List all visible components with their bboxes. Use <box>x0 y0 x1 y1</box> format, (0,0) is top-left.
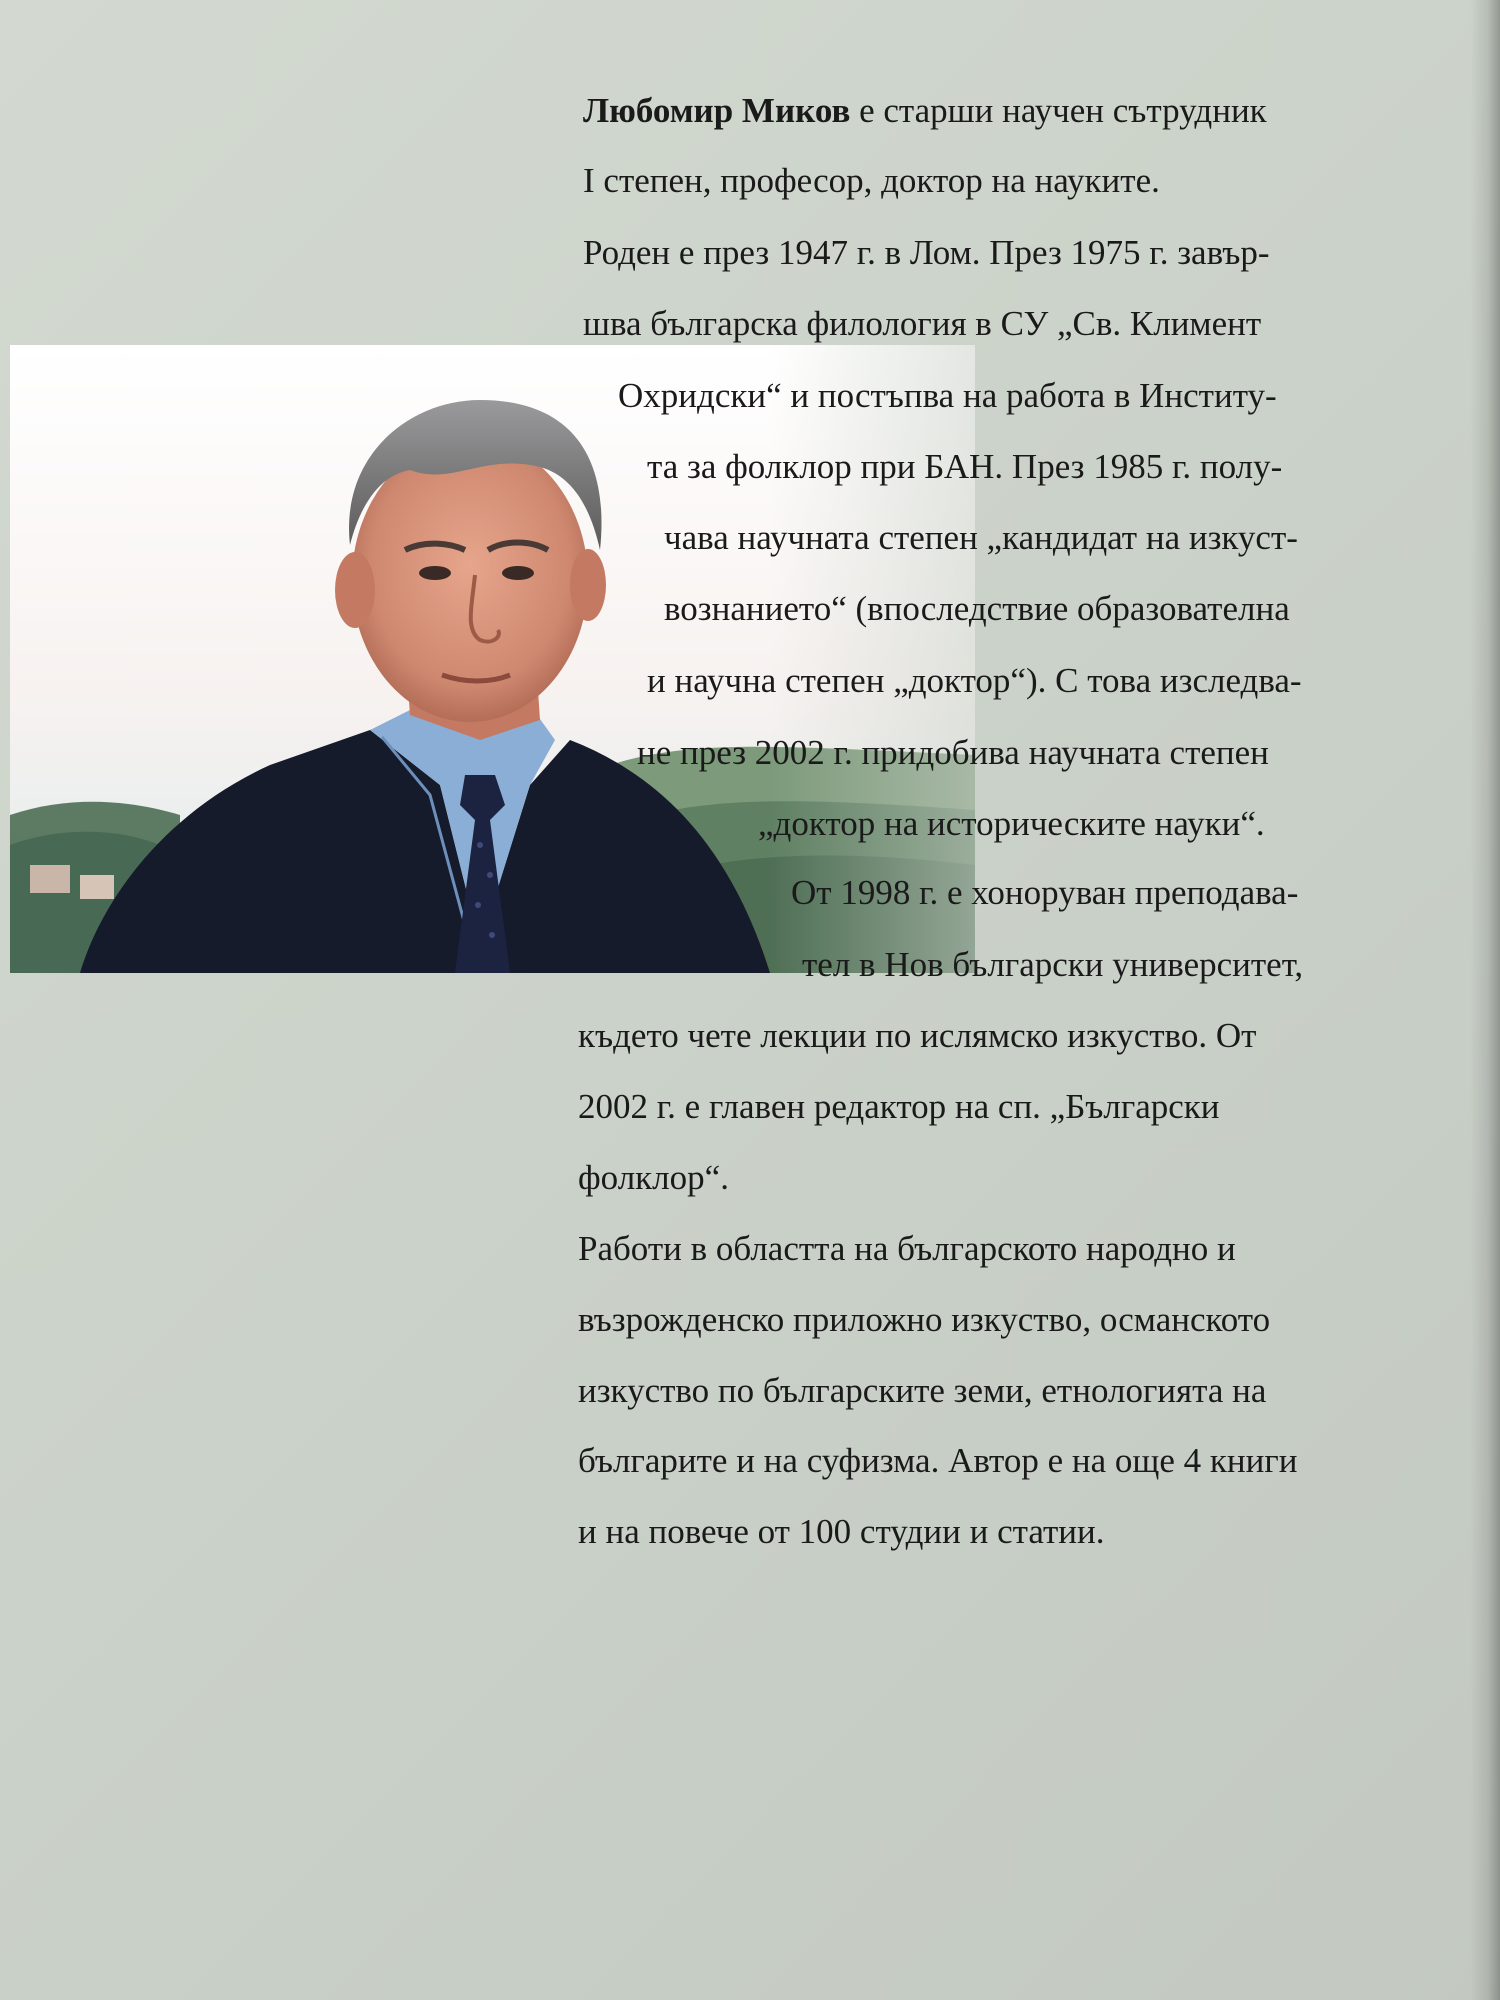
bio-line-21: и на повече от 100 студии и статии. <box>578 1512 1105 1551</box>
bio-line-10: не през 2002 г. придобива научната степен <box>637 733 1269 772</box>
bio-line-15: 2002 г. е главен редактор на сп. „Български <box>578 1087 1220 1126</box>
bio-line-2: I степен, професор, доктор на науките. <box>583 161 1160 200</box>
cover-spine-shadow <box>1470 0 1500 2000</box>
bio-line-1 <box>583 93 1267 128</box>
bio-line-19: изкуство по българските земи, етнологията на <box>578 1371 1267 1410</box>
bio-line-9: и научна степен „доктор“). С това изследва- <box>647 661 1302 700</box>
bio-line-7: чава научната степен „кандидат на изкуст- <box>664 518 1298 557</box>
author-name: Любомир Миков <box>583 91 851 130</box>
bio-line-20: българите и на суфизма. Автор е на още 4 книги <box>578 1441 1298 1480</box>
bio-line-16: фолклор“. <box>578 1158 729 1197</box>
bio-line-3: Роден е през 1947 г. в Лом. През 1975 г. завър- <box>583 233 1270 272</box>
bio-line-12: От 1998 г. е хоноруван преподава- <box>791 873 1299 912</box>
bio-line-6: та за фолклор при БАН. През 1985 г. полу- <box>647 447 1283 486</box>
bio-line-14: където чете лекции по ислямско изкуство. От <box>578 1016 1257 1055</box>
bio-line-18: възрожденско приложно изкуство, османското <box>578 1300 1271 1339</box>
bio-line-11: „доктор на историческите науки“. <box>758 804 1265 843</box>
bio-line-5: Охридски“ и постъпва на работа в Институ- <box>618 376 1277 415</box>
bio-line-1-text: е старши научен сътрудник <box>850 91 1267 130</box>
bio-line-13: тел в Нов български университет, <box>802 945 1304 984</box>
bio-line-4: шва българска филология в СУ „Св. Климент <box>583 304 1262 343</box>
bio-line-17: Работи в областта на българското народно и <box>578 1229 1236 1268</box>
bio-line-8: вознанието“ (впоследствие образователна <box>664 589 1290 628</box>
